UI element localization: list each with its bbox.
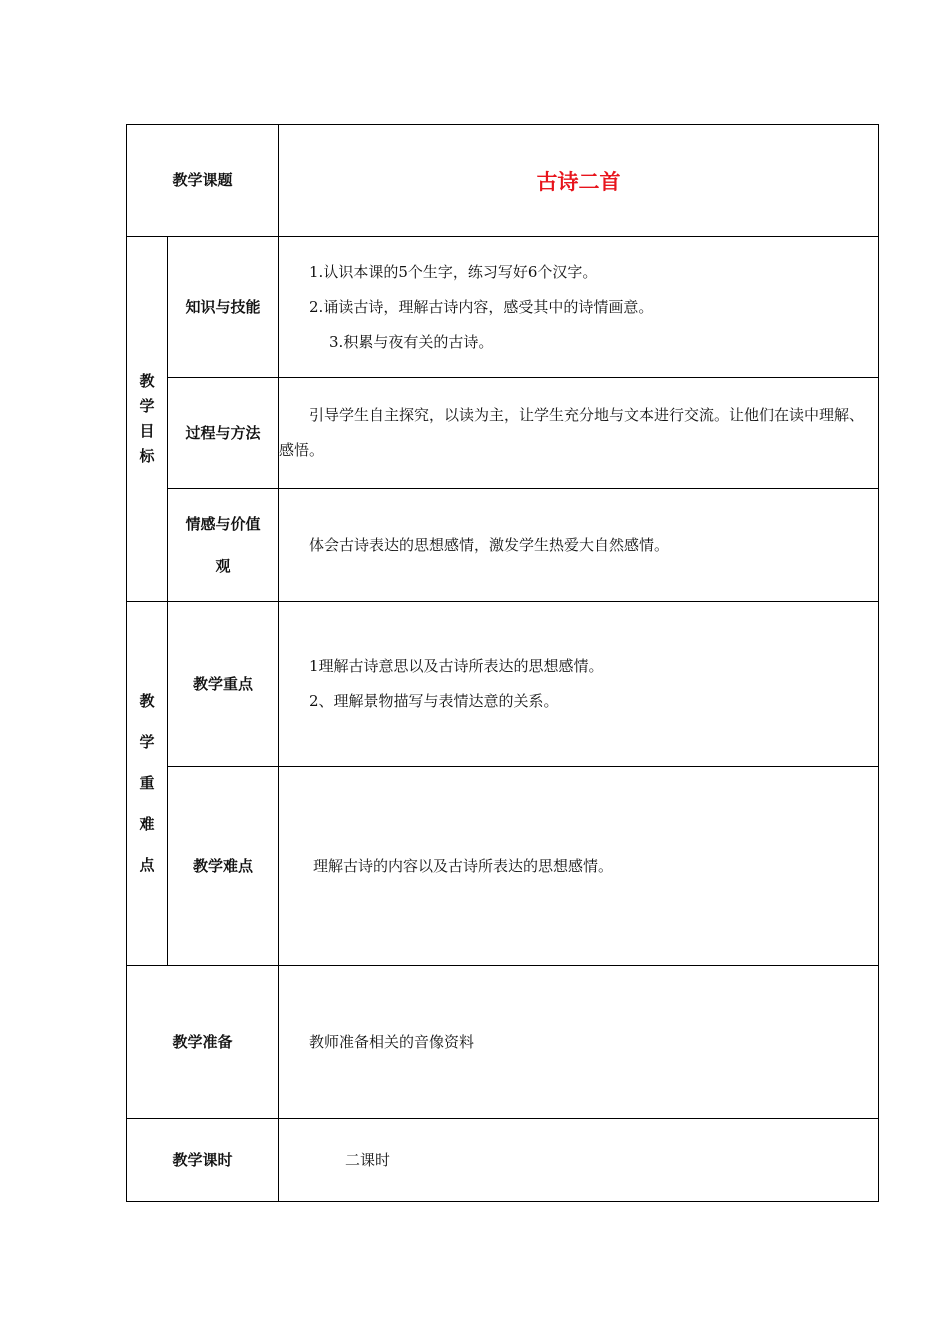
key-difficult-char: 难 bbox=[139, 815, 155, 833]
key-difficult-char: 教 bbox=[139, 692, 155, 710]
knowledge-label: 知识与技能 bbox=[168, 237, 279, 378]
process-text: 引导学生自主探究，以读为主，让学生充分地与文本进行交流。让他们在读中理解、感悟。 bbox=[279, 406, 865, 459]
emotion-label-line: 观 bbox=[215, 557, 231, 575]
key-difficult-char: 学 bbox=[139, 733, 155, 751]
row-objective-emotion bbox=[127, 489, 879, 602]
key-difficult-group-label bbox=[127, 602, 168, 966]
row-key-point bbox=[127, 602, 879, 767]
knowledge-content bbox=[279, 237, 879, 378]
objectives-char: 目 bbox=[139, 422, 155, 440]
row-objective-process bbox=[127, 378, 879, 489]
key-point-content bbox=[279, 602, 879, 767]
process-content bbox=[279, 378, 879, 489]
key-difficult-char: 重 bbox=[139, 774, 155, 792]
hours-label: 教学课时 bbox=[127, 1119, 279, 1202]
preparation-content bbox=[279, 966, 879, 1119]
objectives-char: 标 bbox=[139, 447, 155, 465]
hours-text: 二课时 bbox=[345, 1150, 391, 1169]
difficult-point-content bbox=[279, 767, 879, 966]
key-point-item: 1理解古诗意思以及古诗所表达的思想感情。 bbox=[309, 657, 604, 675]
row-hours bbox=[127, 1119, 879, 1202]
preparation-label: 教学准备 bbox=[127, 966, 279, 1119]
row-objective-knowledge bbox=[127, 237, 879, 378]
key-point-label: 教学重点 bbox=[168, 602, 279, 767]
difficult-point-label: 教学难点 bbox=[168, 767, 279, 966]
objectives-char: 教 bbox=[139, 372, 155, 390]
row-difficult-point bbox=[127, 767, 879, 966]
difficult-point-text: 理解古诗的内容以及古诗所表达的思想感情。 bbox=[313, 856, 614, 875]
topic-label: 教学课题 bbox=[127, 125, 279, 237]
knowledge-item: 1.认识本课的5个生字，练习写好6个汉字。 bbox=[309, 262, 598, 281]
emotion-content bbox=[279, 489, 879, 602]
key-point-item: 2、理解景物描写与表情达意的关系。 bbox=[309, 692, 559, 710]
process-label: 过程与方法 bbox=[168, 378, 279, 489]
emotion-text: 体会古诗表达的思想感情，激发学生热爱大自然感情。 bbox=[309, 535, 670, 554]
topic-title: 古诗二首 bbox=[279, 125, 879, 237]
knowledge-item: 3.积累与夜有关的古诗。 bbox=[329, 332, 494, 351]
objectives-group-label bbox=[127, 237, 168, 602]
preparation-text: 教师准备相关的音像资料 bbox=[309, 1032, 475, 1051]
hours-content bbox=[279, 1119, 879, 1202]
row-preparation bbox=[127, 966, 879, 1119]
key-difficult-char: 点 bbox=[139, 856, 155, 874]
knowledge-item: 2.诵读古诗，理解古诗内容，感受其中的诗情画意。 bbox=[309, 297, 654, 316]
row-topic bbox=[127, 125, 879, 237]
emotion-label-line: 情感与价值 bbox=[185, 515, 261, 533]
objectives-char: 学 bbox=[139, 397, 155, 415]
lesson-plan-table bbox=[126, 124, 879, 1202]
emotion-label bbox=[168, 489, 279, 602]
